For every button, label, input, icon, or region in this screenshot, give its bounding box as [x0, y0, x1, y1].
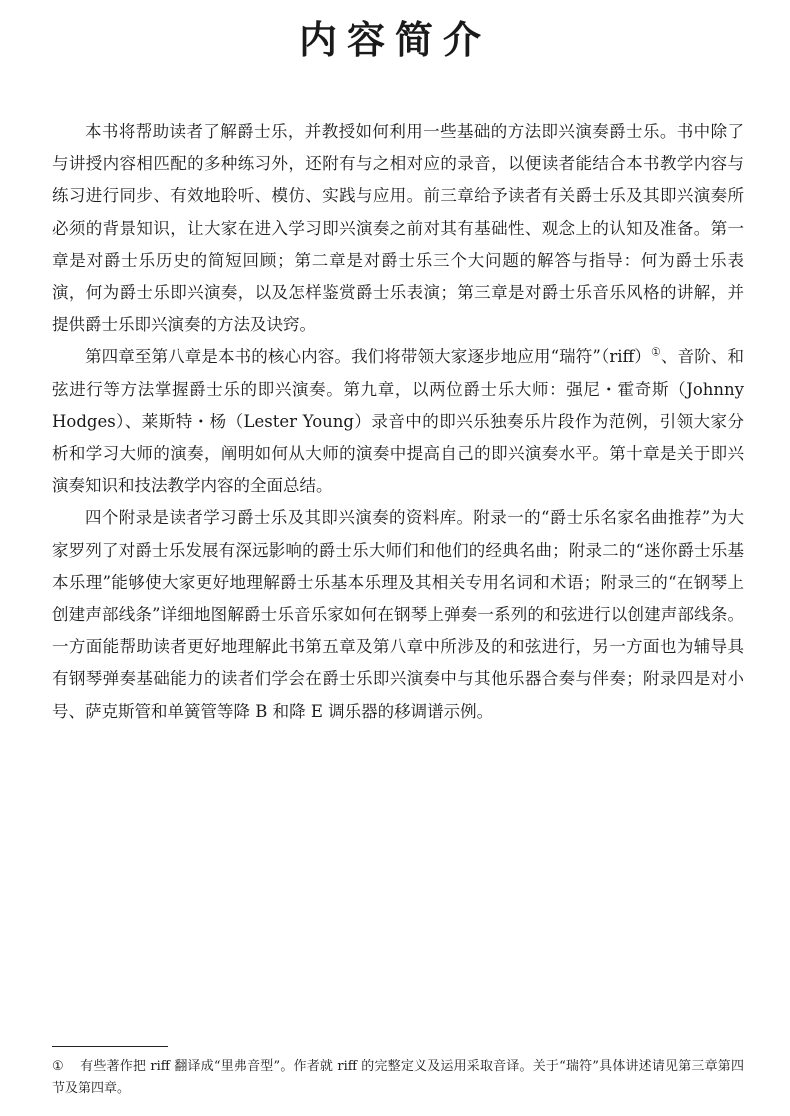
paragraph-2 [52, 341, 744, 502]
paragraph-3: 四个附录是读者学习爵士乐及其即兴演奏的资料库。附录一的“爵士乐名家名曲推荐”为大家罗列了对爵士乐发展有深远影响的爵士乐大师们和他们的经典名曲；附录二的“迷你爵士乐基本乐理”能够使大家更好地理解爵士乐基本乐理及其相关专用名词和术语；附录三的“在钢琴上创建声部线条”详细地图解爵士乐音乐家如何在钢琴上弹奏一系列的和弦进行以创建声部线条。一方面能帮助读者更好地理解此书第五章及第八章中所涉及的和弦进行，另一方面也为辅导具有钢琴弹奏基础能力的读者们学会在爵士乐即兴演奏中与其他乐器合奏与伴奏；附录四是对小号、萨克斯管和单簧管等降 B 和降 E 调乐器的移调谱示例。 [52, 508, 744, 721]
footnote-number: ① [52, 1059, 64, 1074]
page-title: 内容简介 [298, 18, 491, 62]
footnote-text: 有些著作把 riff 翻译成“里弗音型”。作者就 riff 的完整定义及运用采取音译。关于“瑞符”具体讲述请见第三章第四节及第四章。 [52, 1059, 744, 1096]
paragraph-1: 本书将帮助读者了解爵士乐，并教授如何利用一些基础的方法即兴演奏爵士乐。书中除了与讲授内容相匹配的多种练习外，还附有与之相对应的录音，以便读者能结合本书教学内容与练习进行同步、有效地聆听、模仿、实践与应用。前三章给予读者有关爵士乐及其即兴演奏所必须的背景知识，让大家在进入学习即兴演奏之前对其有基础性、观念上的认知及准备。第一章是对爵士乐历史的简短回顾；第二章是对爵士乐三个大问题的解答与指导：何为爵士乐表演，何为爵士乐即兴演奏，以及怎样鉴赏爵士乐表演；第三章是对爵士乐音乐风格的讲解，并提供爵士乐即兴演奏的方法及诀窍。 [52, 122, 744, 335]
footnote-reference: ① [650, 345, 661, 359]
footnote [52, 1056, 744, 1100]
paragraph-2-part-1: 第四章至第八章是本书的核心内容。我们将带领大家逐步地应用“瑞符”（riff） [85, 347, 651, 367]
paragraph-2-part-2: 、音阶、和弦进行等方法掌握爵士乐的即兴演奏。第九章，以两位爵士乐大师：强尼・霍奇斯（Johnny Hodges）、莱斯特・杨（Lester Young）录音中的即兴乐独奏乐片段作为范例，引领大家分析和学习大师的演奏，阐明如何从大师的演奏中提高自己的即兴演奏水平。第十章是关于即兴演奏知识和技法教学内容的全面总结。 [52, 347, 744, 496]
body-text [52, 116, 744, 728]
footnote-divider [52, 1046, 168, 1047]
